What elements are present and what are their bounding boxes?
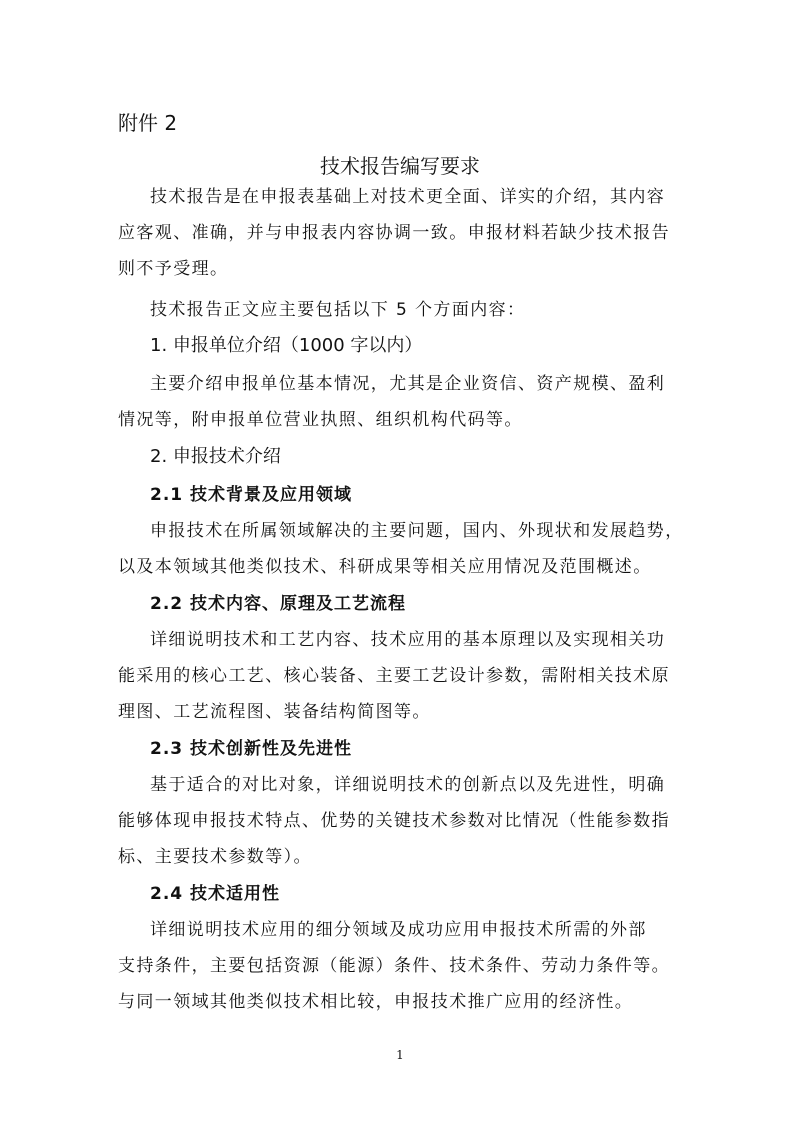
section-2-1-line-2: 以及本领域其他类似技术、科研成果等相关应用情况及范围概述。 <box>118 557 652 577</box>
section-2-heading: 2. 申报技术介绍 <box>150 446 281 467</box>
section-2-4-heading: 2.4 技术适用性 <box>150 884 281 904</box>
section-2-3-line-3: 标、主要技术参数等）。 <box>118 847 312 867</box>
attachment-label: 附件 2 <box>118 111 178 135</box>
section-2-1-line-1: 申报技术在所属领域解决的主要问题，国内、外现状和发展趋势， <box>150 521 684 541</box>
document-title: 技术报告编写要求 <box>320 154 480 178</box>
section-2-3-line-2: 能够体现申报技术特点、优势的关键技术参数对比情况（性能参数指 <box>118 811 670 831</box>
section-1-line-1: 主要介绍申报单位基本情况，尤其是企业资信、资产规模、盈利 <box>150 374 666 394</box>
section-2-3-heading: 2.3 技术创新性及先进性 <box>150 739 353 759</box>
section-2-2-line-2: 能采用的核心工艺、核心装备、主要工艺设计参数，需附相关技术原 <box>118 666 670 686</box>
section-1-line-2: 情况等，附申报单位营业执照、组织机构代码等。 <box>118 410 523 430</box>
section-2-2-line-1: 详细说明技术和工艺内容、技术应用的基本原理以及实现相关功 <box>150 630 666 650</box>
section-2-4-line-3: 与同一领域其他类似技术相比较，申报技术推广应用的经济性。 <box>118 992 634 1012</box>
section-2-4-line-1: 详细说明技术应用的细分领域及成功应用申报技术所需的外部 <box>150 920 647 940</box>
page-number: 1 <box>396 1048 404 1062</box>
section-2-3-line-1: 基于适合的对比对象，详细说明技术的创新点以及先进性，明确 <box>150 775 666 795</box>
section-2-2-heading: 2.2 技术内容、原理及工艺流程 <box>150 594 407 614</box>
intro-line-3: 则不予受理。 <box>118 259 229 279</box>
intro-line-2: 应客观、准确，并与申报表内容协调一致。申报材料若缺少技术报告 <box>118 223 670 243</box>
section-2-1-heading: 2.1 技术背景及应用领域 <box>150 485 353 505</box>
section-1-heading: 1. 申报单位介绍（1000 字以内） <box>150 335 423 356</box>
scope-paragraph: 技术报告正文应主要包括以下 5 个方面内容： <box>150 300 526 320</box>
section-2-2-line-3: 理图、工艺流程图、装备结构简图等。 <box>118 702 431 722</box>
intro-line-1: 技术报告是在申报表基础上对技术更全面、详实的介绍，其内容 <box>150 187 666 207</box>
section-2-4-line-2: 支持条件，主要包括资源（能源）条件、技术条件、劳动力条件等。 <box>118 956 670 976</box>
